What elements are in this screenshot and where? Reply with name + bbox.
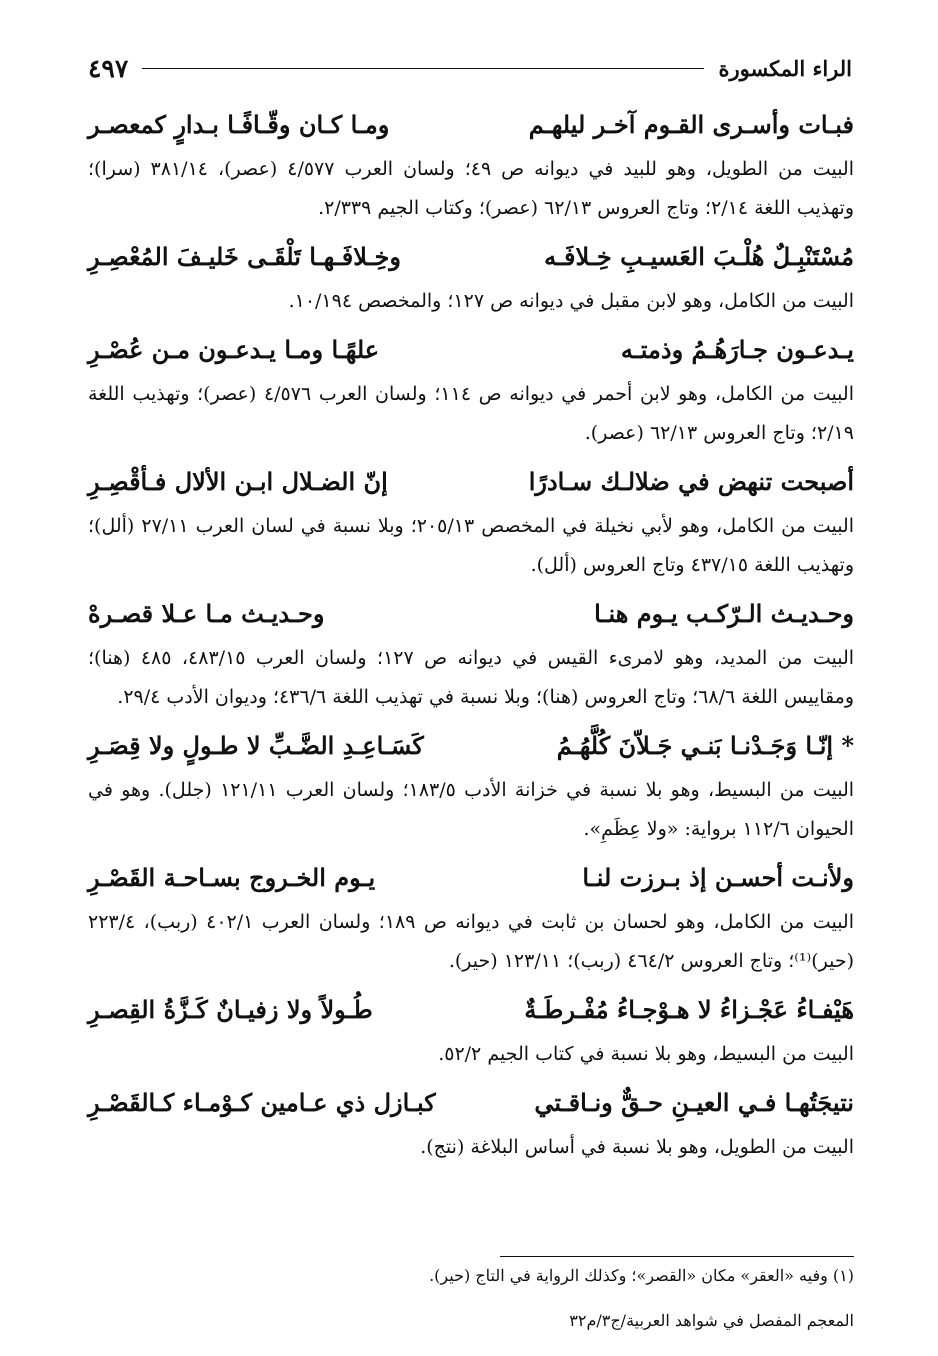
first-hemistich: أصبحت تنهض في ضلالـك سـادرًا [528,467,854,496]
verse-entry [88,989,854,1074]
verse-note: البيت من البسيط، وهو بلا نسبة في خزانة الأدب ١٨٣/٥؛ ولسان العرب ١٢١/١١ (جلل). وهو في الحيوان ١١٢/٦ برواية: «ولا عِظَمِ». [88,779,855,840]
footnote-rule [500,1256,854,1257]
first-hemistich: * إنّـا وَجَـدْنـا بَنـي جَـلاّنَ كُلَّهُـمُ [556,731,854,760]
verse-entry [88,104,854,228]
first-hemistich: هَيْفـاءُ عَجْـزاءُ لا هـوْجـاءُ مُفْـرطَـةٌ [524,995,854,1024]
book-signature: المعجم المفصل في شواهد العربية/ج٣/م٣٢ [569,1311,854,1330]
verse-line [88,593,854,637]
verse-note: البيت من الكامل، وهو لابن مقبل في ديوانه ص ١٢٧؛ والمخصص ١٠/١٩٤. [288,290,854,312]
second-hemistich: علهًـا ومـا يـدعـون مـن عُصْـرِ [88,335,380,364]
second-hemistich: طُـولاً ولا زفيـانٌ كَـزَّةُ القِصـرِ [88,995,373,1024]
verse-entry [88,461,854,585]
verse-entry [88,329,854,453]
second-hemistich: كَسَـاعِـدِ الضَّـبِّ لا طـولٍ ولا قِصَـرِ [88,731,424,760]
running-header [88,46,852,90]
verse-line [88,989,854,1033]
first-hemistich: نتيجَتُهـا فـي العيـنِ حـقٌّ ونـاقـتي [534,1088,854,1117]
verse-line [88,236,854,280]
first-hemistich: ولأنـت أحسـن إذ بـرزت لنـا [582,863,854,892]
verse-note: البيت من الطويل، وهو بلا نسبة في أساس البلاغة (نتج). [420,1136,854,1158]
verse-note: البيت من الكامل، وهو لأبي نخيلة في المخصص ٢٠٥/١٣؛ وبلا نسبة في لسان العرب ٢٧/١١ (ألل)؛ وتهذيب اللغة ٤٣٧/١٥ وتاج العروس (ألل). [88,515,854,576]
verse-entry [88,857,854,981]
second-hemistich: ومـا كـان وقّـافًـا بـدارٍ كمعصـر [88,110,390,139]
first-hemistich: يـدعـون جـارَهُـمُ وذمتـه [620,335,854,364]
second-hemistich: كبـازل ذي عـامين كـوْمـاء كـالقَصْـرِ [88,1088,436,1117]
verse-line [88,857,854,901]
second-hemistich: إنّ الضـلال ابـن الألال فـأقْصِـرِ [88,467,388,496]
verse-note: البيت من الكامل، وهو لحسان بن ثابت في ديوانه ص ١٨٩؛ ولسان العرب ٤٠٢/١ (ربب)، ٢٢٣/٤ (حير)⁽¹⁾؛ وتاج العروس ٤٦٤/٢ (ربب)؛ ١٢٣/١١ (حير). [88,911,854,972]
verse-entry [88,1082,854,1167]
verse-note: البيت من البسيط، وهو بلا نسبة في كتاب الجيم ٥٢/٢. [438,1043,854,1065]
verse-list [88,104,854,1175]
verse-line [88,329,854,373]
verse-entry [88,725,854,849]
verse-line [88,1082,854,1126]
verse-entry [88,236,854,321]
page-number: ٤٩٧ [88,53,129,83]
verse-note: البيت من الطويل، وهو للبيد في ديوانه ص ٤٩؛ ولسان العرب ٤/٥٧٧ (عصر)، ٣٨١/١٤ (سرا)؛ وتهذيب اللغة ٢/١٤؛ وتاج العروس ٦٢/١٣ (عصر)؛ وكتاب الجيم ٢/٣٣٩. [88,158,854,219]
verse-entry [88,593,854,717]
verse-line [88,104,854,148]
first-hemistich: مُسْتَنْبِـلٌ هُلْـبَ العَسيـبِ خِـلافَـه [544,242,854,271]
first-hemistich: فبـات وأسـرى القـوم آخـر ليلهـم [528,110,854,139]
second-hemistich: وخِـلافَـهـا تَلْقَـى خَليـفَ المُعْصِـرِ [88,242,401,271]
header-rule [142,68,704,69]
second-hemistich: وحـديـث مـا عـلا قصـرهْ [88,599,325,628]
verse-line [88,461,854,505]
section-title: الراء المكسورة [718,55,852,81]
verse-line [88,725,854,769]
first-hemistich: وحـديـث الـرّكـب يـوم هنـا [594,599,854,628]
verse-note: البيت من الكامل، وهو لابن أحمر في ديوانه ص ١١٤؛ ولسان العرب ٤/٥٧٦ (عصر)؛ وتهذيب اللغة ٢/١٩؛ وتاج العروس ٦٢/١٣ (عصر). [88,383,854,444]
verse-note: البيت من المديد، وهو لامرىء القيس في ديوانه ص ١٢٧؛ ولسان العرب ٤٨٣/١٥، ٤٨٥ (هنا)؛ ومقاييس اللغة ٦٨/٦؛ وتاج العروس (هنا)؛ وبلا نسبة في تهذيب اللغة ٤٣٦/٦؛ وديوان الأدب ٢٩/٤. [88,647,855,708]
footnote: (١) وفيه «العقر» مكان «القصر»؛ وكذلك الرواية في التاج (حير). [429,1266,854,1285]
second-hemistich: يـوم الخـروج بسـاحـة القَصْـرِ [88,863,376,892]
